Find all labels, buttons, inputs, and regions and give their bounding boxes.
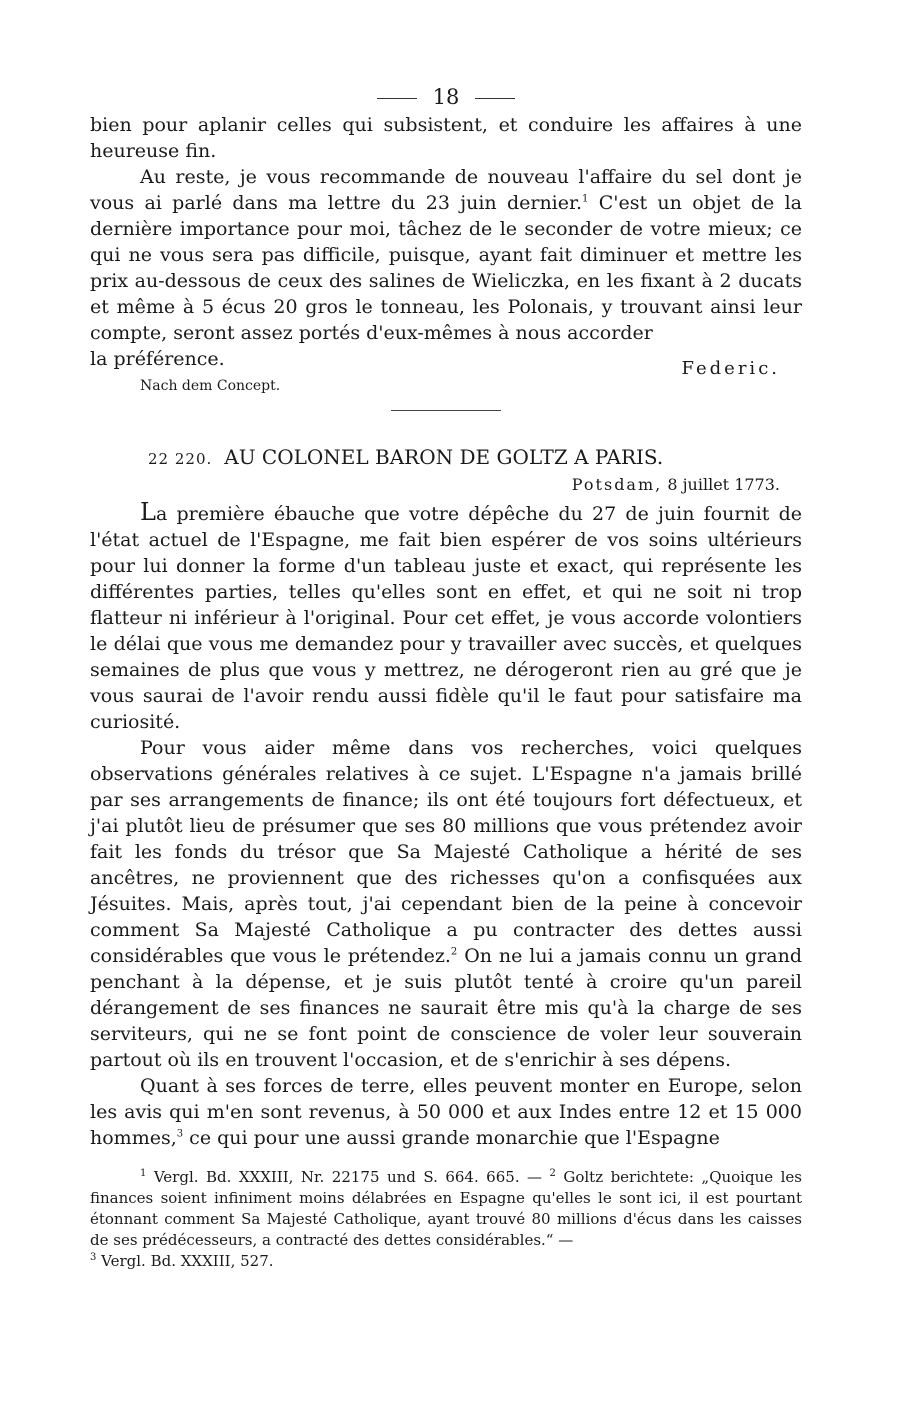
letter-place: Potsdam, — [571, 475, 663, 494]
letter-paragraph-3-text-b: ce qui pour une aussi grande monarchie que l'Espagne — [189, 1127, 720, 1149]
footnote-ref-2: 2 — [450, 946, 458, 958]
footnote-block-3 — [90, 1251, 802, 1272]
letter-paragraph-1 — [90, 499, 802, 735]
footnote-mark-1: 1 — [140, 1168, 147, 1179]
signature: Federic. — [681, 358, 780, 379]
letter-heading — [148, 443, 802, 473]
document-page — [90, 82, 802, 1272]
letter-number: 22 220. — [148, 450, 213, 468]
header-rule-left — [377, 98, 417, 99]
footnote-3: Vergl. Bd. XXXIII, 527. — [101, 1252, 274, 1270]
salt-paragraph — [90, 164, 802, 346]
page-number: 18 — [432, 85, 460, 109]
source-note: Nach dem Concept. — [140, 378, 281, 394]
footnote-mark-2: 2 — [549, 1168, 556, 1179]
footnote-ref-1: 1 — [582, 193, 589, 205]
salt-paragraph-last-line: la préférence. — [90, 348, 225, 370]
letter-paragraph-1-text: a première ébauche que votre dépêche du 27 de juin fournit de l'état actuel de l'Espagne, me fait bien espérer de vos soins ultérieurs pour lui donner la forme d'un tableau juste et exact, qui représente les différentes parties, telles qu'elles sont en effet, et qui ne soit ni trop flatteur ni inférieur à l'original. Pour cet effet, je vous accorde volontiers le délai que vous me demandez pour y travailler avec succès, et quelques semaines de plus que vous y mettrez, ne dérogeront rien au gré que je vous saurai de l'avoir rendu aussi fidèle qu'il le faut pour satisfaire ma curiosité. — [90, 503, 802, 733]
carry-over-paragraph: bien pour aplanir celles qui subsistent, et conduire les affaires à une heureuse fin. — [90, 114, 802, 162]
salt-paragraph-text-a: Au reste, je vous recommande de nouveau l'affaire du sel dont je vous ai parlé dans ma lettre du 23 juin dernier. — [90, 166, 802, 214]
footnote-ref-3: 3 — [176, 1128, 184, 1140]
place-date-line — [90, 473, 780, 497]
footnote-block — [90, 1167, 802, 1251]
letter-title: AU COLONEL BARON DE GOLTZ A PARIS. — [224, 445, 664, 469]
header-rule-right — [475, 98, 515, 99]
letter-paragraph-2-text-b: On ne lui a jamais connu un grand penchant à la dépense, et je suis plutôt tenté à croire qu'un pareil dérangement de ses finances ne saurait être mis qu'à la charge de ses serviteurs, qui ne se font point de conscience de voler leur souverain partout où ils en trouvent l'occasion, et de s'enrichir à ses dépens. — [90, 945, 803, 1071]
salt-paragraph-text-b: C'est un objet de la dernière importance pour moi, tâchez de le seconder de votre mieux; ce qui ne vous sera pas difficile, puisque, ayant fait diminuer et mettre les prix au-dessous de ceux des salines de Wieliczka, en les fixant à 2 ducats et même à 5 écus 20 gros le tonneau, les Polonais, y trouvant ainsi leur compte, seront assez portés d'eux-mêmes à nous accorder — [90, 192, 802, 344]
footnote-1: Vergl. Bd. XXXIII, Nr. 22175 und S. 664. 665. — — [153, 1168, 543, 1186]
footnote-mark-3: 3 — [90, 1252, 97, 1263]
footnotes — [90, 1167, 802, 1272]
initial-letter: L — [140, 498, 156, 526]
letter-paragraph-3 — [90, 1073, 802, 1151]
letter-paragraph-3-text-a: Quant à ses forces de terre, elles peuvent monter en Europe, selon les avis qui m'en sont revenus, à 50 000 et aux Indes entre 12 et 15 000 hommes, — [90, 1075, 802, 1149]
footnote-2: Goltz berichtete: „Quoique les finances soient infiniment moins délabrées en Espagne qu'elles le sont ici, il est pourtant étonnant comment Sa Majesté Catholique, ayant trouvé 80 millions d'écus dans les caisses de ses prédécesseurs, a contracté des dettes considérables.“ — — [90, 1168, 802, 1249]
running-header — [90, 82, 802, 112]
letter-paragraph-2 — [90, 735, 802, 1073]
section-divider — [391, 410, 501, 411]
letter-date: 8 juillet 1773. — [667, 475, 780, 494]
letter-paragraph-2-text-a: Pour vous aider même dans vos recherches, voici quelques observations générales relatives à ce sujet. L'Espagne n'a jamais brillé par ses arrangements de finance; ils ont été toujours fort défectueux, et j'ai plutôt lieu de présumer que ses 80 millions que vous prétendez avoir fait les fonds du trésor que Sa Majesté Catholique a hérité de ses ancêtres, ne proviennent que des richesses qu'on a confisquées aux Jésuites. Mais, après tout, j'ai cependant bien de la peine à concevoir comment Sa Majesté Catholique a pu contracter des dettes aussi considérables que vous le prétendez. — [90, 737, 802, 967]
